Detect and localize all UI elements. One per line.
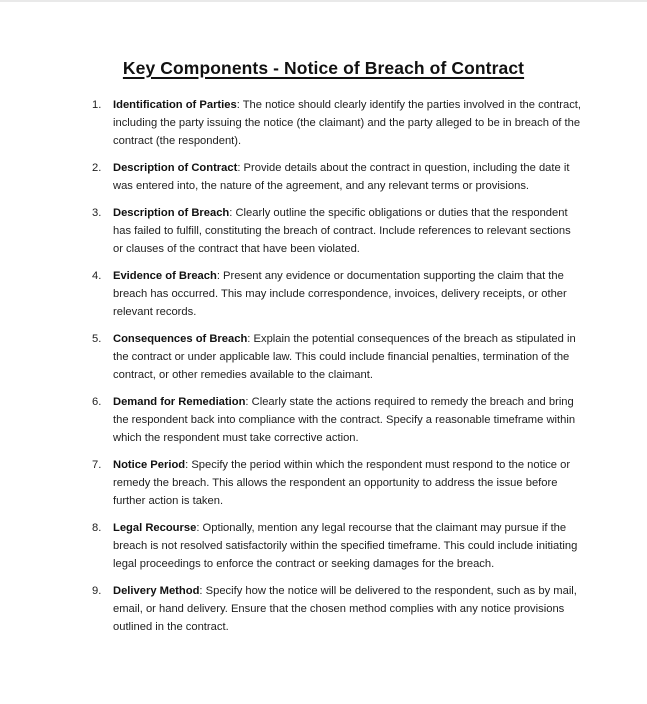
list-item-notice-period	[0, 456, 647, 510]
list-item-text: : Optionally, mention any legal recourse that the claimant may pursue if the breach is not resolved satisfactorily within the specified timeframe. This could include initiating legal proceedings to enforce the contract or seeking damages for the breach.	[113, 522, 578, 570]
list-item-term: Consequences of Breach	[113, 333, 248, 345]
document-title: Key Components - Notice of Breach of Contract	[122, 58, 525, 78]
list-item-text: : Clearly outline the specific obligations or duties that the respondent has failed to fulfill, constituting the breach of contract. Include references to relevant sections or clauses of the contract that have been violated.	[113, 207, 571, 255]
list-item-text: : Explain the potential consequences of the breach as stipulated in the contract or under applicable law. This could include financial penalties, termination of the contract, or other remedies available to the claimant.	[113, 333, 576, 381]
list-item-text: : Specify how the notice will be delivered to the respondent, such as by mail, email, or hand delivery. Ensure that the chosen method complies with any notice provisions outlined in the contract.	[113, 585, 577, 633]
list-item-number: 2.	[92, 162, 102, 174]
list-item-term: Notice Period	[113, 459, 186, 471]
list-item-term: Description of Contract	[113, 162, 238, 174]
list-item-number: 7.	[92, 459, 102, 471]
list-item-term: Demand for Remediation	[113, 396, 246, 408]
list-item-number: 4.	[92, 270, 102, 282]
list-item-text: : Present any evidence or documentation supporting the claim that the breach has occurred. This may include correspondence, invoices, delivery receipts, or other relevant records.	[113, 270, 567, 318]
list-item-number: 1.	[92, 99, 102, 111]
list-item-consequences-of-breach	[0, 330, 647, 384]
list-item-term: Delivery Method	[113, 585, 200, 597]
components-list	[0, 96, 647, 645]
list-item-delivery-method	[0, 582, 647, 636]
list-item-number: 6.	[92, 396, 102, 408]
list-item-identification-of-parties	[0, 96, 647, 150]
list-item-text: : Provide details about the contract in question, including the date it was entered into, the nature of the agreement, and any relevant terms or provisions.	[113, 162, 570, 192]
list-item-number: 8.	[92, 522, 102, 534]
list-item-term: Description of Breach	[113, 207, 230, 219]
list-item-text: : Specify the period within which the respondent must respond to the notice or remedy the breach. This allows the respondent an opportunity to address the issue before further action is taken.	[113, 459, 571, 507]
list-item-number: 5.	[92, 333, 102, 345]
list-item-term: Identification of Parties	[113, 99, 237, 111]
list-item-term: Legal Recourse	[113, 522, 197, 534]
list-item-demand-for-remediation	[0, 393, 647, 447]
list-item-term: Evidence of Breach	[113, 270, 217, 282]
list-item-description-of-breach	[0, 204, 647, 258]
list-item-text: : Clearly state the actions required to remedy the breach and bring the respondent back into compliance with the contract. Specify a reasonable timeframe within which the respondent must take corrective action.	[113, 396, 576, 444]
list-item-text: : The notice should clearly identify the parties involved in the contract, including the party issuing the notice (the claimant) and the party alleged to be in breach of the contract (the respondent).	[113, 99, 582, 147]
list-item-evidence-of-breach	[0, 267, 647, 321]
list-item-number: 3.	[92, 207, 102, 219]
list-item-legal-recourse	[0, 519, 647, 573]
list-item-description-of-contract	[0, 159, 647, 195]
list-item-number: 9.	[92, 585, 102, 597]
